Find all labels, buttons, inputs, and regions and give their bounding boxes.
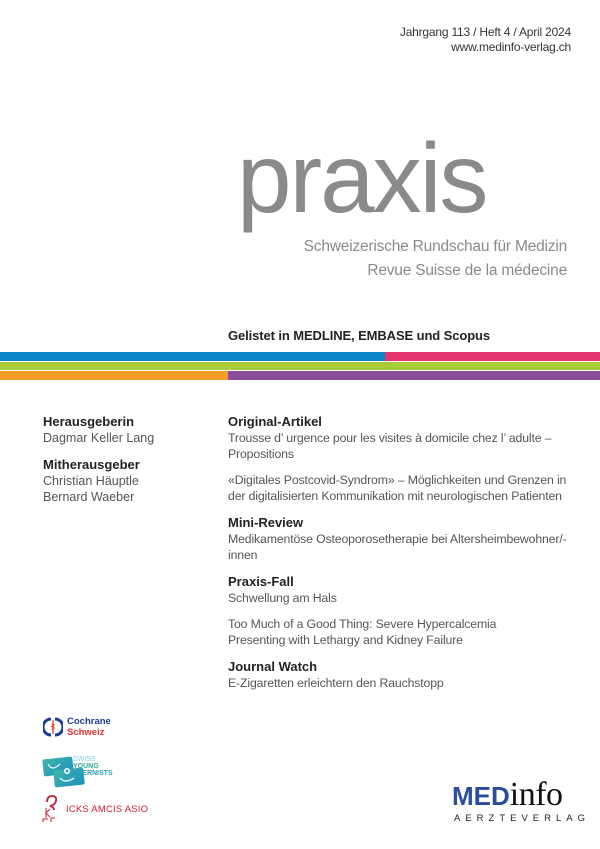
- toc-article[interactable]: [228, 590, 588, 606]
- cochrane-line1: Cochrane: [67, 716, 111, 727]
- medinfo-wordmark: [452, 777, 590, 813]
- publisher-group: [43, 413, 223, 446]
- toc-article-line: «Digitales Postcovid-Syndrom» – Möglichkeiten und Grenzen in: [228, 473, 567, 487]
- medinfo-info: info: [509, 776, 563, 813]
- toc-article[interactable]: [228, 675, 588, 691]
- copublisher-label: Mitherausgeber: [43, 457, 140, 472]
- toc-section-heading: Mini-Review: [228, 515, 304, 530]
- cochrane-line2: Schweiz: [67, 727, 105, 738]
- icks-label: ICKS AMCIS ASIO: [66, 803, 149, 815]
- svg-text:YOUNG: YOUNG: [73, 763, 99, 770]
- toc-article[interactable]: [228, 531, 588, 563]
- stripe-purple: [228, 371, 600, 380]
- toc-article-line: Schwellung am Hals: [228, 591, 337, 605]
- swiss-young-internists-logo: [42, 752, 122, 793]
- issue-line: Jahrgang 113 / Heft 4 / April 2024: [399, 25, 571, 39]
- issue-info: [400, 25, 571, 55]
- svg-text:SWISS: SWISS: [73, 756, 96, 763]
- swiss-young-internists-icon: [42, 752, 122, 788]
- stripe-blue: [0, 352, 385, 361]
- toc-article-line: der digitalisierten Kommunikation mit neurologischen Patienten: [228, 489, 562, 503]
- toc-section-journal-watch: [228, 658, 588, 691]
- toc-article-line: Trousse d’ urgence pour les visites à domicile chez l’ adulte –: [228, 431, 552, 445]
- toc-article-line: Propositions: [228, 447, 294, 461]
- toc-article[interactable]: [228, 472, 588, 504]
- medinfo-med: MED: [452, 781, 510, 811]
- toc-article-line: Presenting with Lethargy and Kidney Failure: [228, 633, 463, 647]
- toc-article-line: Too Much of a Good Thing: Severe Hypercalcemia: [228, 617, 497, 631]
- svg-text:INTERNISTS: INTERNISTS: [71, 770, 113, 777]
- toc-section-heading: Journal Watch: [228, 659, 318, 674]
- toc-article[interactable]: [228, 616, 588, 648]
- journal-subtitle-de: Schweizerische Rundschau für Medizin: [303, 238, 567, 255]
- journal-subtitle-fr: Revue Suisse de la médecine: [367, 262, 567, 279]
- copublisher-name: Christian Häuptle: [43, 474, 139, 488]
- toc-article-line: Medikamentöse Osteoporosetherapie bei Altersheimbewohner/-innen: [228, 532, 567, 562]
- cochrane-logo: [43, 716, 111, 738]
- table-of-contents: [228, 413, 588, 701]
- cochrane-icon: [43, 717, 63, 737]
- toc-section-mini-review: [228, 514, 588, 563]
- indexing-statement: Gelistet in MEDLINE, EMBASE und Scopus: [228, 328, 491, 343]
- medinfo-subline: AERZTEVERLAG: [454, 813, 591, 824]
- stripe-pink: [385, 352, 600, 361]
- copublisher-name: Bernard Waeber: [43, 490, 135, 504]
- toc-article[interactable]: [228, 430, 588, 462]
- toc-section-case-report: [228, 573, 588, 648]
- editors-panel: [43, 413, 223, 515]
- toc-section-original-articles: [228, 413, 588, 504]
- stripe-green: [0, 362, 600, 371]
- copublisher-group: [43, 456, 223, 505]
- publisher-label: Herausgeberin: [43, 414, 135, 429]
- website-link[interactable]: www.medinfo-verlag.ch: [451, 40, 571, 54]
- toc-article-line: E-Zigaretten erleichtern den Rauchstopp: [228, 676, 444, 690]
- toc-section-heading: Original-Artikel: [228, 414, 322, 429]
- toc-section-heading: Praxis-Fall: [228, 574, 294, 589]
- stripe-orange: [0, 371, 228, 380]
- publisher-name: Dagmar Keller Lang: [43, 431, 155, 445]
- icks-icon: [41, 794, 61, 824]
- journal-title: praxis: [237, 123, 487, 233]
- icks-amcis-asio-logo: [41, 794, 148, 824]
- medinfo-publisher-logo: [452, 777, 590, 824]
